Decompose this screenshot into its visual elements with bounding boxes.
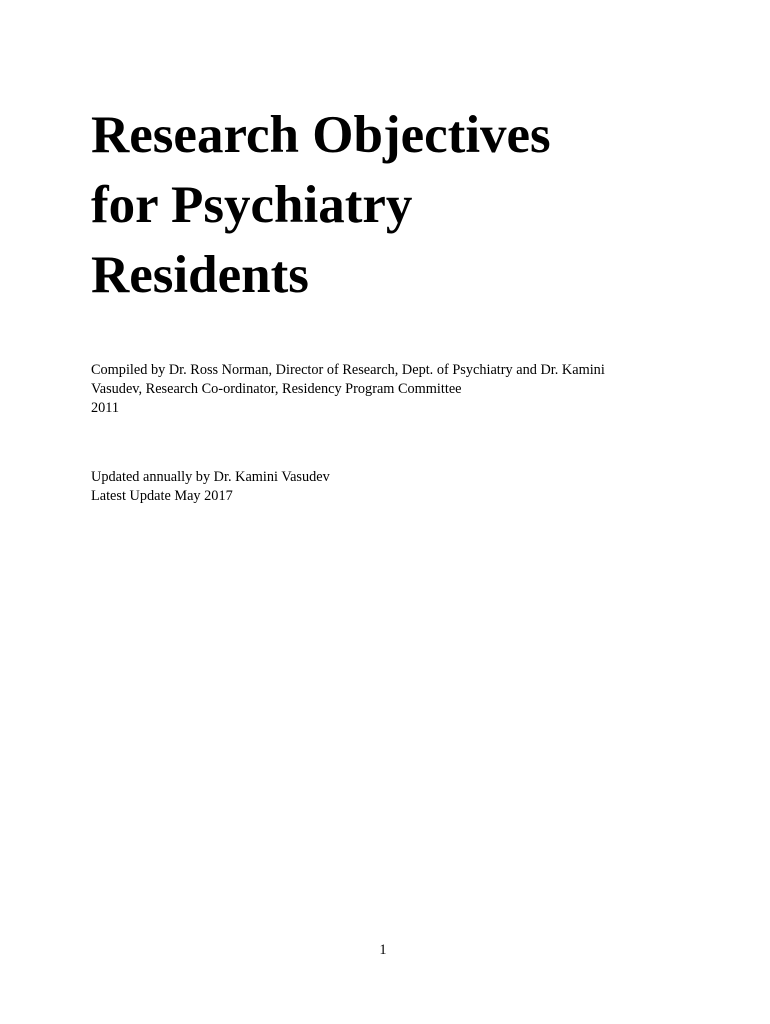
compiled-line-1: Compiled by Dr. Ross Norman, Director of Research, Dept. of Psychiatry and Dr. Kamini bbox=[91, 362, 605, 378]
page-number-text: 1 bbox=[379, 942, 387, 958]
update-paragraph bbox=[91, 468, 691, 506]
updated-annually-line: Updated annually by Dr. Kamini Vasudev bbox=[91, 469, 330, 485]
compiled-by-paragraph bbox=[91, 361, 691, 418]
compiled-line-2: Vasudev, Research Co-ordinator, Residency Program Committee bbox=[91, 381, 462, 397]
title-line-3: Residents bbox=[91, 246, 309, 304]
document-title bbox=[91, 100, 731, 310]
compiled-year: 2011 bbox=[91, 400, 120, 416]
page-number bbox=[0, 941, 770, 960]
title-line-1: Research Objectives bbox=[91, 106, 551, 164]
title-line-2: for Psychiatry bbox=[91, 176, 413, 234]
latest-update-line: Latest Update May 2017 bbox=[91, 488, 233, 504]
